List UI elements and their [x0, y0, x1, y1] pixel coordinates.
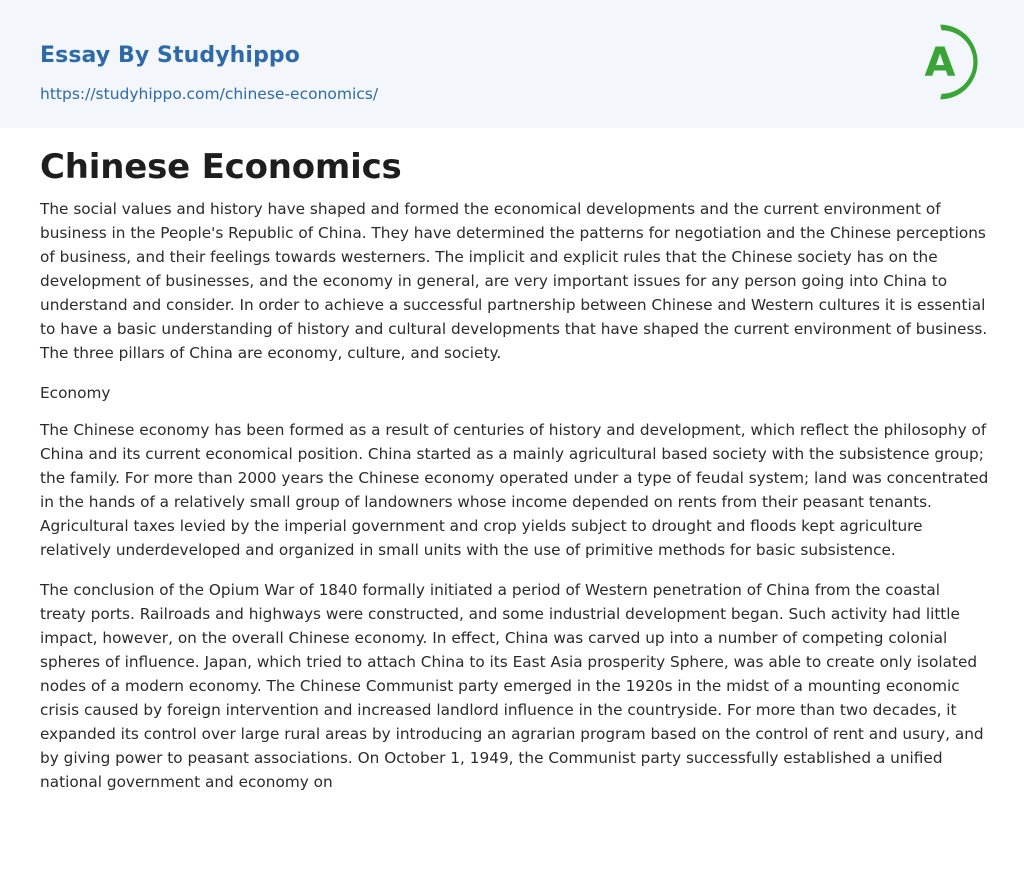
essay-content — [40, 143, 990, 794]
page-header — [0, 0, 1024, 128]
studyhippo-logo-icon[interactable] — [912, 19, 986, 105]
brand-title: Essay By Studyhippo — [40, 43, 300, 68]
essay-url-link[interactable]: https://studyhippo.com/chinese-economics/ — [40, 85, 379, 103]
section-heading-economy: Economy — [40, 384, 111, 402]
economy-paragraph-2: The conclusion of the Opium War of 1840 formally initiated a period of Western penetration of China from the coastal treaty ports. Railroads and highways were constructed, and some industrial development began. Such activity had little impact, however, on the overall Chinese economy. In effect, China was carved up into a number of competing colonial spheres of influence. Japan, which tried to attach China to its East Asia prosperity Sphere, was able to create only isolated nodes of a modern economy. The Chinese Communist party emerged in the 1920s in the midst of a mounting economic crisis caused by foreign intervention and increased landlord influence in the countryside. For more than two decades, it expanded its control over large rural areas by introducing an agrarian program based on the control of rent and usury, and by giving power to peasant associations. On October 1, 1949, the Communist party successfully established a unified national government and economy on — [40, 581, 984, 791]
intro-paragraph: The social values and history have shaped and formed the economical developments and the current environment of business in the People's Republic of China. They have determined the patterns for negotiation and the Chinese perceptions of business, and their feelings towards westerners. The implicit and explicit rules that the Chinese society has on the development of businesses, and the economy in general, are very important issues for any person going into China to understand and consider. In order to achieve a successful partnership between Chinese and Western cultures it is essential to have a basic understanding of history and cultural developments that have shaped the current environment of business. The three pillars of China are economy, culture, and society. — [40, 200, 988, 362]
economy-paragraph-1: The Chinese economy has been formed as a result of centuries of history and development, which reflect the philosophy of China and its current economical position. China started as a mainly agricultural based society with the subsistence group; the family. For more than 2000 years the Chinese economy operated under a type of feudal system; land was concentrated in the hands of a relatively small group of landowners whose income depended on rents from their peasant tenants. Agricultural taxes levied by the imperial government and crop yields subject to drought and floods kept agriculture relatively underdeveloped and organized in small units with the use of primitive methods for basic subsistence. — [40, 421, 989, 559]
essay-title: Chinese Economics — [40, 147, 402, 187]
logo-letter: A — [924, 40, 956, 86]
